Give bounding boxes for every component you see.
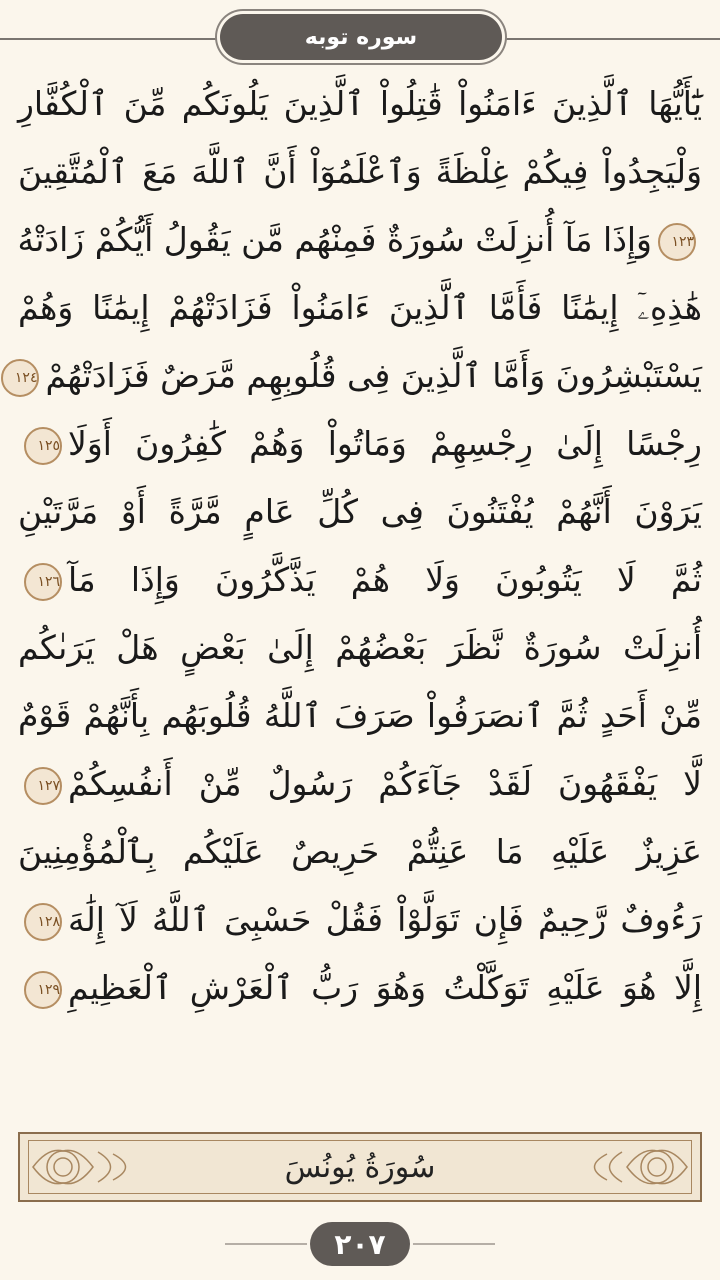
- verse-text: أُنزِلَتْ سُورَةٌ نَّظَرَ بَعْضُهُمْ إِلَىٰ بَعْضٍ هَلْ يَرَىٰكُم: [18, 628, 702, 667]
- verse-line: [18, 138, 702, 206]
- ayah-marker: ١٢٨: [24, 903, 62, 941]
- page-number-pill: [310, 1222, 410, 1266]
- surah-title: سوره توبه: [304, 24, 418, 50]
- surah-title-pill: [220, 14, 502, 60]
- verse-line: [18, 614, 702, 682]
- verse-text: لَّا يَفْقَهُونَ لَقَدْ جَآءَكُمْ رَسُولٌ مِّنْ أَنفُسِكُمْ: [68, 764, 702, 803]
- ayah-marker: ١٢٩: [24, 971, 62, 1009]
- verse-text: هَٰذِهِۦٓ إِيمَٰنًا فَأَمَّا ٱلَّذِينَ ءَامَنُواْ فَزَادَتْهُمْ إِيمَٰنًا وَهُمْ: [18, 288, 702, 327]
- verse-line: [18, 274, 702, 342]
- verse-line: [18, 478, 702, 546]
- page-number: ٢٠٧: [334, 1227, 386, 1261]
- verse-block: [14, 70, 702, 1022]
- verse-text: وَلْيَجِدُواْ فِيكُمْ غِلْظَةً وَٱعْلَمُوٓاْ أَنَّ ٱللَّهَ مَعَ ٱلْمُتَّقِينَ: [18, 152, 702, 191]
- ayah-marker: ١٢٦: [24, 563, 62, 601]
- verse-text: رَءُوفٌ رَّحِيمٌ فَإِن تَوَلَّوْاْ فَقُلْ حَسْبِىَ ٱللَّهُ لَآ إِلَٰهَ: [68, 900, 702, 939]
- verse-line: [18, 954, 702, 1022]
- next-surah-name: سُورَةُ يُونُسَ: [284, 1149, 436, 1185]
- verse-line: [18, 750, 702, 818]
- verse-text: يَٰٓأَيُّهَا ٱلَّذِينَ ءَامَنُواْ قَٰتِلُواْ ٱلَّذِينَ يَلُونَكُم مِّنَ ٱلْكُفَّارِ: [18, 84, 702, 123]
- ayah-marker: ١٢٧: [24, 767, 62, 805]
- verse-line: [18, 818, 702, 886]
- verse-line: [18, 70, 702, 138]
- verse-text: مِّنْ أَحَدٍ ثُمَّ ٱنصَرَفُواْ صَرَفَ ٱللَّهُ قُلُوبَهُم بِأَنَّهُمْ قَوْمٌ: [18, 696, 702, 735]
- verse-text: عَزِيزٌ عَلَيْهِ مَا عَنِتُّمْ حَرِيصٌ عَلَيْكُم بِٱلْمُؤْمِنِينَ: [18, 832, 702, 871]
- verse-line: [18, 410, 702, 478]
- verse-text: إِلَّا هُوَ عَلَيْهِ تَوَكَّلْتُ وَهُوَ رَبُّ ٱلْعَرْشِ ٱلْعَظِيمِ: [68, 968, 702, 1007]
- verse-text: ثُمَّ لَا يَتُوبُونَ وَلَا هُمْ يَذَّكَّرُونَ وَإِذَا مَآ: [68, 560, 702, 599]
- verse-line: [18, 546, 702, 614]
- verse-text: رِجْسًا إِلَىٰ رِجْسِهِمْ وَمَاتُواْ وَهُمْ كَٰفِرُونَ أَوَلَا: [68, 424, 702, 463]
- verse-line: [18, 682, 702, 750]
- verse-line: [14, 342, 702, 410]
- verse-line: [18, 886, 702, 954]
- verse-text: وَإِذَا مَآ أُنزِلَتْ سُورَةٌ فَمِنْهُم مَّن يَقُولُ أَيُّكُمْ زَادَتْهُ: [17, 220, 652, 259]
- verse-text: يَرَوْنَ أَنَّهُمْ يُفْتَنُونَ فِى كُلِّ عَامٍ مَّرَّةً أَوْ مَرَّتَيْنِ: [18, 492, 702, 531]
- header: [0, 14, 720, 64]
- ayah-marker: ١٢٥: [24, 427, 62, 465]
- ayah-marker: ١٢٣: [658, 223, 696, 261]
- ayah-marker: ١٢٤: [1, 359, 39, 397]
- verse-text: يَسْتَبْشِرُونَ وَأَمَّا ٱلَّذِينَ فِى قُلُوبِهِم مَّرَضٌ فَزَادَتْهُمْ: [45, 356, 702, 395]
- verse-line: [18, 206, 702, 274]
- next-surah-banner: [18, 1132, 702, 1202]
- banner-frame: [28, 1140, 692, 1194]
